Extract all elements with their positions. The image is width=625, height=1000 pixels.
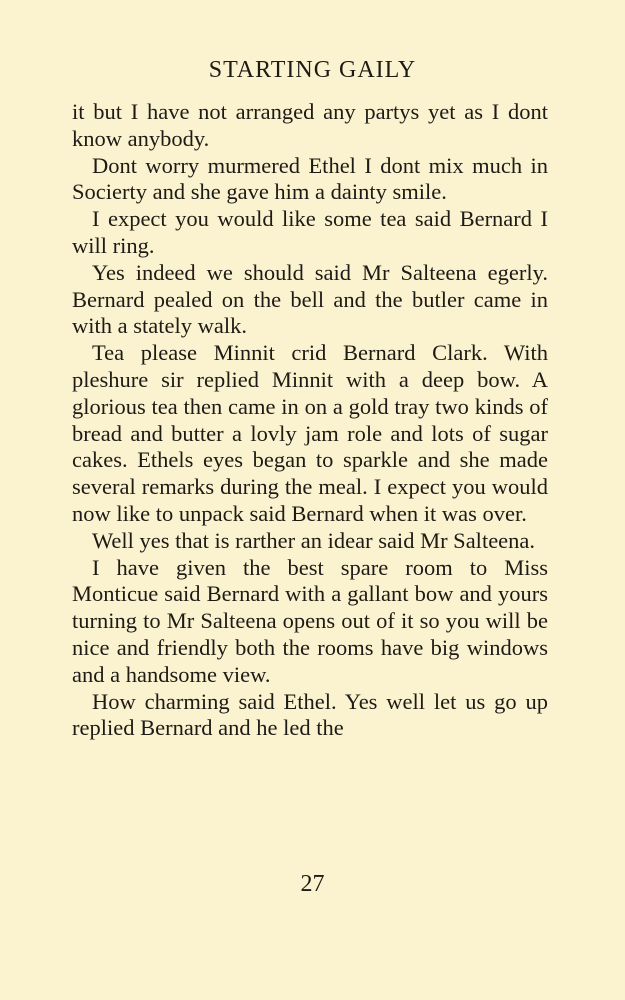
paragraph: Yes indeed we should said Mr Salteena egerly. Bernard pealed on the bell and the butler came in with a stately walk. xyxy=(72,259,548,339)
paragraph: Well yes that is rarther an idear said Mr Salteena. xyxy=(92,527,536,553)
page-number: 27 xyxy=(300,871,325,897)
paragraph: Tea please Minnit crid Bernard Clark. With pleshure sir replied Minnit with a deep bow. A glorious tea then came in on a gold tray two kinds of bread and butter a lovly jam role and lots of sugar cakes. Ethels eyes began to sparkle and she made several remarks during the meal. I expect you would now like to unpack said Bernard when it was over. xyxy=(72,340,548,526)
paragraph: How charming said Ethel. Yes well let us go up replied Bernard and he led the xyxy=(72,688,548,741)
body-text xyxy=(72,99,548,742)
running-head: STARTING GAILY xyxy=(208,57,417,83)
paragraph: it but I have not arranged any partys yet as I dont know anybody. xyxy=(72,99,548,151)
paragraph: Dont worry murmered Ethel I dont mix much in Socierty and she gave him a dainty smile. xyxy=(72,152,548,205)
paragraph: I expect you would like some tea said Bernard I will ring. xyxy=(72,206,548,258)
paragraph: I have given the best spare room to Miss Monticue said Bernard with a gallant bow and yours turning to Mr Salteena opens out of it so you will be nice and friendly both the rooms have big windows and a handsome view. xyxy=(72,554,548,687)
